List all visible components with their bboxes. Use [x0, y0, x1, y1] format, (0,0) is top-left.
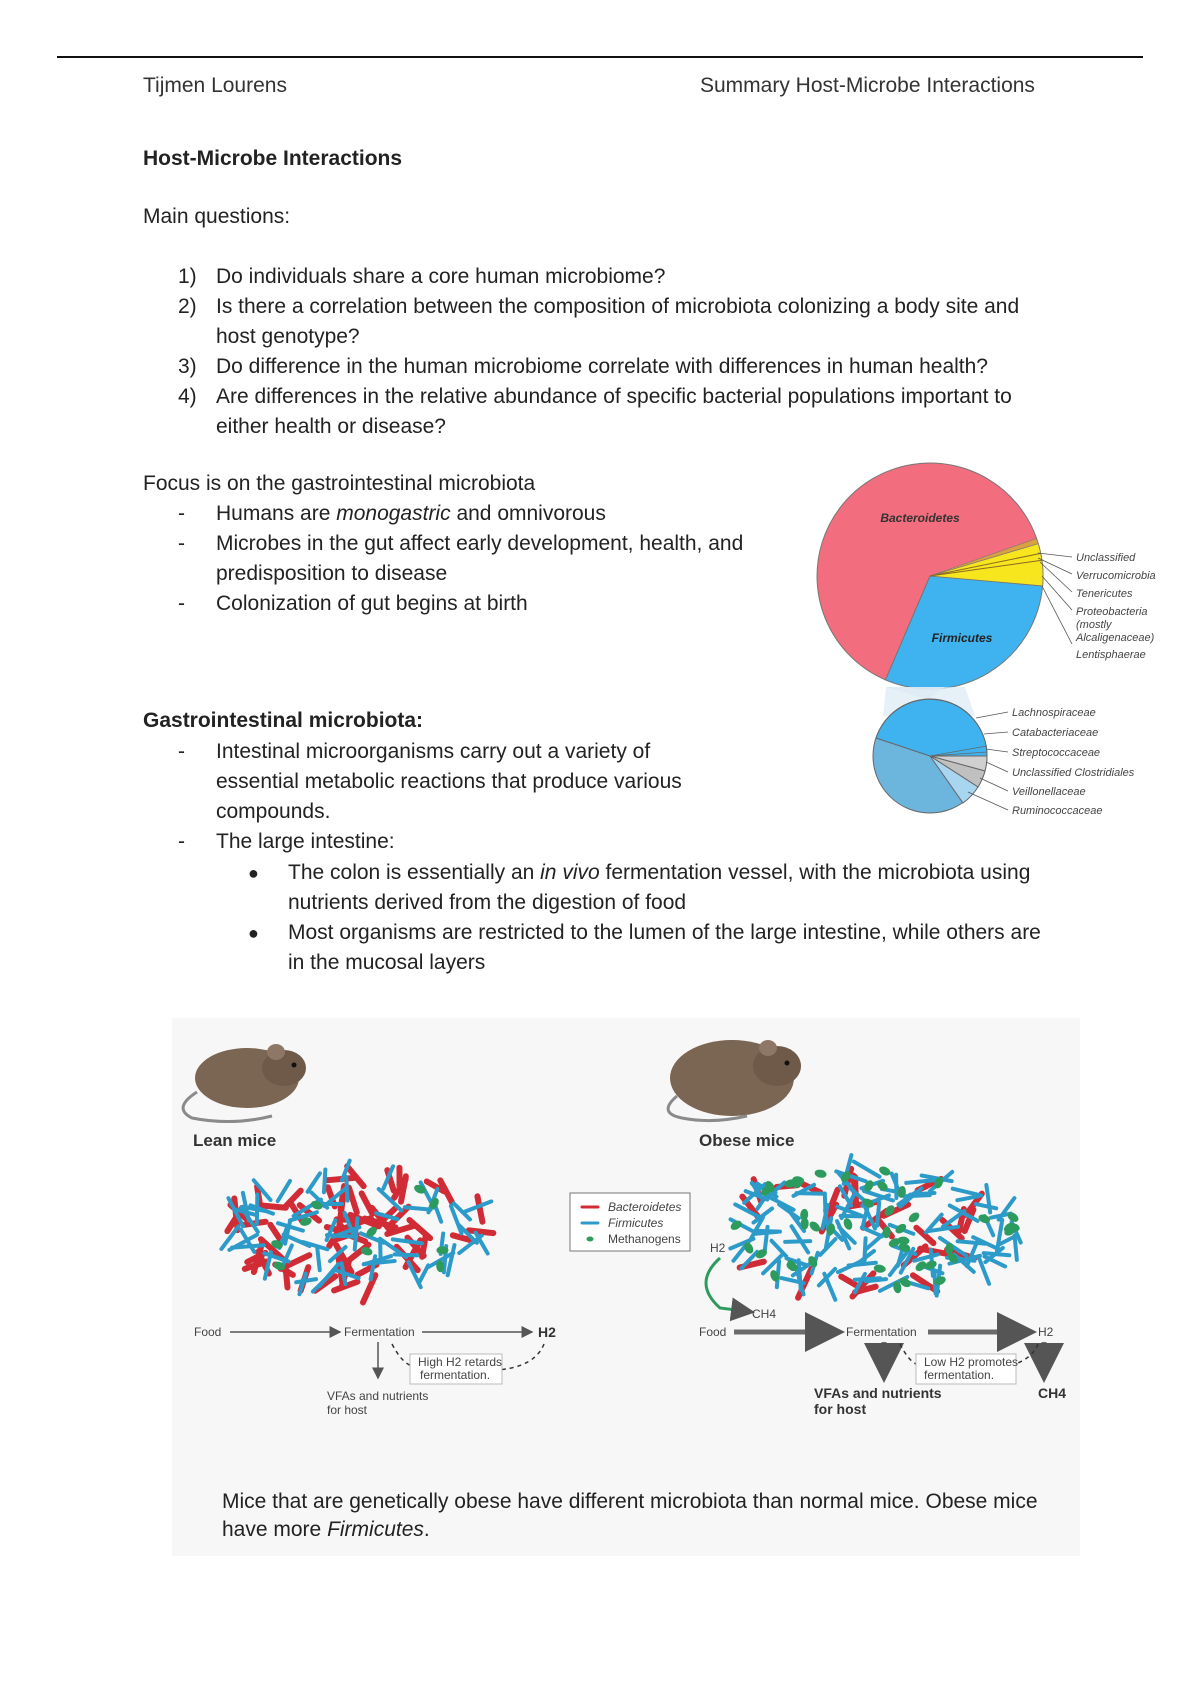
obese-note-line2: fermentation. — [924, 1368, 995, 1382]
pie-family-label: Veillonellaceae — [1012, 786, 1086, 798]
firmicutes-cell — [355, 1218, 358, 1249]
firmicutes-cell — [754, 1232, 777, 1234]
firmicutes-cell — [976, 1204, 996, 1208]
list-item: 2) Is there a correlation between the composition of microbiota colonizing a body site and host genotype? — [178, 295, 1020, 348]
firmicutes-cell — [296, 1279, 316, 1282]
pie-label-firmicutes: Firmicutes — [931, 631, 993, 645]
figure-caption: Mice that are genetically obese have different microbiota than normal mice. Obese mice have more Firmicutes. — [222, 1490, 1038, 1541]
firmicutes-cell — [997, 1220, 1002, 1251]
firmicutes-cell — [308, 1173, 320, 1191]
obese-food-label: Food — [699, 1325, 727, 1339]
firmicutes-cell — [824, 1274, 835, 1300]
pie-family-label: Streptococcaceae — [1012, 747, 1101, 759]
lean-mouse-illustration — [183, 1044, 306, 1122]
pie-minor-label: Verrucomicrobia — [1076, 570, 1156, 582]
legend-bacteroidetes: Bacteroidetes — [608, 1200, 682, 1214]
lean-h2-label: H2 — [538, 1324, 556, 1340]
firmicutes-cell — [278, 1181, 290, 1201]
firmicutes-cell — [785, 1241, 810, 1242]
pie-family-label: Ruminococcaceae — [1012, 805, 1103, 817]
list-item: - Colonization of gut begins at birth — [178, 592, 528, 615]
bacteroidetes-cell — [349, 1188, 357, 1213]
focus-heading: Focus is on the gastrointestinal microbiota — [143, 472, 536, 495]
pie-minor-label: (mostly — [1076, 619, 1112, 631]
legend-methanogens: Methanogens — [608, 1232, 681, 1246]
bacteroidetes-cell — [259, 1205, 286, 1208]
pie-minor-label: Tenericutes — [1076, 588, 1133, 600]
lean-mice-label: Lean mice — [193, 1131, 277, 1150]
firmicutes-cell — [327, 1235, 356, 1237]
lean-fermentation-label: Fermentation — [344, 1325, 415, 1339]
pie-minor-label: Alcaligenaceae) — [1076, 632, 1155, 644]
firmicutes-cell — [953, 1189, 981, 1196]
obese-fermentation-label: Fermentation — [846, 1325, 917, 1339]
obese-microbiota-cluster — [729, 1155, 1021, 1300]
bacteroidetes-cell — [362, 1193, 373, 1213]
lean-food-label: Food — [194, 1325, 222, 1339]
firmicutes-cell — [232, 1245, 264, 1247]
legend-firmicutes: Firmicutes — [608, 1216, 664, 1230]
questions-list — [178, 262, 1058, 442]
list-item: 3) Do difference in the human microbiome correlate with differences in human health? — [178, 355, 988, 378]
pie-family-label: Unclassified Clostridiales — [1012, 767, 1135, 779]
firmicutes-cell — [324, 1169, 325, 1192]
focus-list — [178, 499, 758, 619]
gi-heading: Gastrointestinal microbiota: — [143, 709, 424, 732]
obese-note-line1: Low H2 promotes — [924, 1355, 1019, 1369]
bacteroidetes-cell — [469, 1230, 494, 1233]
lean-microbiota-cluster — [221, 1161, 493, 1303]
microbe-legend — [570, 1193, 690, 1251]
header-course: Summary Host-Microbe Interactions — [700, 74, 1035, 97]
firmicutes-cell — [380, 1239, 381, 1260]
pie-family-label: Catabacteriaceae — [1012, 727, 1099, 739]
list-item: - Humans are monogastric and omnivorous — [178, 502, 606, 525]
lean-vfa-line1: VFAs and nutrients — [327, 1389, 429, 1403]
firmicutes-cell — [317, 1247, 320, 1270]
firmicutes-cell — [862, 1227, 882, 1236]
pie-family-label: Lachnospiraceae — [1012, 707, 1096, 719]
firmicutes-cell — [855, 1278, 880, 1280]
obese-vfa-line2: for host — [814, 1401, 867, 1417]
obese-ch4-label: CH4 — [1038, 1385, 1067, 1401]
firmicutes-cell — [877, 1203, 879, 1226]
list-item: - The large intestine: — [178, 830, 395, 853]
list-item: ● Most organisms are restricted to the lumen of the large intestine, while others are in the mucosal layers — [248, 921, 1041, 974]
list-item: 4) Are differences in the relative abundance of specific bacterial populations important to either health or disease? — [178, 385, 1012, 438]
loop-h2-label: H2 — [710, 1241, 726, 1255]
firmicutes-cell — [405, 1207, 431, 1209]
pie-minor-label: Unclassified — [1076, 552, 1136, 564]
loop-ch4-label: CH4 — [752, 1307, 777, 1321]
gi-list — [178, 737, 738, 857]
lean-note-line1: High H2 retards — [418, 1355, 503, 1369]
page-title: Host-Microbe Interactions — [143, 147, 403, 170]
firmicutes-cell — [854, 1162, 880, 1177]
firmicutes-cell — [1015, 1236, 1017, 1260]
list-item: ● The colon is essentially an in vivo fermentation vessel, with the microbiota using nutrients derived from the digestion of food — [248, 861, 1031, 914]
methanogen-cell — [907, 1211, 921, 1225]
mice-figure — [172, 1018, 1080, 1478]
lean-vfa-line2: for host — [327, 1403, 368, 1417]
lean-note-line2: fermentation. — [420, 1368, 491, 1382]
header-author: Tijmen Lourens — [143, 74, 287, 97]
large-intestine-list — [248, 858, 1048, 978]
obese-mice-label: Obese mice — [699, 1131, 795, 1150]
list-item: - Intestinal microorganisms carry out a variety of essential metabolic reactions that produce various compounds. — [178, 740, 682, 823]
pie-label-bacteroidetes: Bacteroidetes — [880, 511, 960, 525]
bacteroidetes-cell — [270, 1225, 281, 1242]
methanogen-cell — [814, 1169, 827, 1179]
main-questions-label: Main questions: — [143, 205, 291, 228]
pie-minor-label: Proteobacteria — [1076, 606, 1148, 618]
phylum-pie-figure — [780, 462, 1200, 834]
header-rule — [57, 56, 1143, 58]
obese-h2-label: H2 — [1038, 1325, 1054, 1339]
list-item: 1) Do individuals share a core human microbiome? — [178, 265, 666, 288]
obese-mouse-illustration — [668, 1040, 801, 1121]
firmicutes-cell — [448, 1245, 455, 1275]
list-item: - Microbes in the gut affect early development, health, and predisposition to disease — [178, 532, 744, 585]
obese-vfa-line1: VFAs and nutrients — [814, 1385, 942, 1401]
bacteroidetes-cell — [477, 1196, 482, 1221]
pie-minor-label: Lentisphaerae — [1076, 649, 1146, 661]
methanogen-cell — [842, 1217, 854, 1231]
